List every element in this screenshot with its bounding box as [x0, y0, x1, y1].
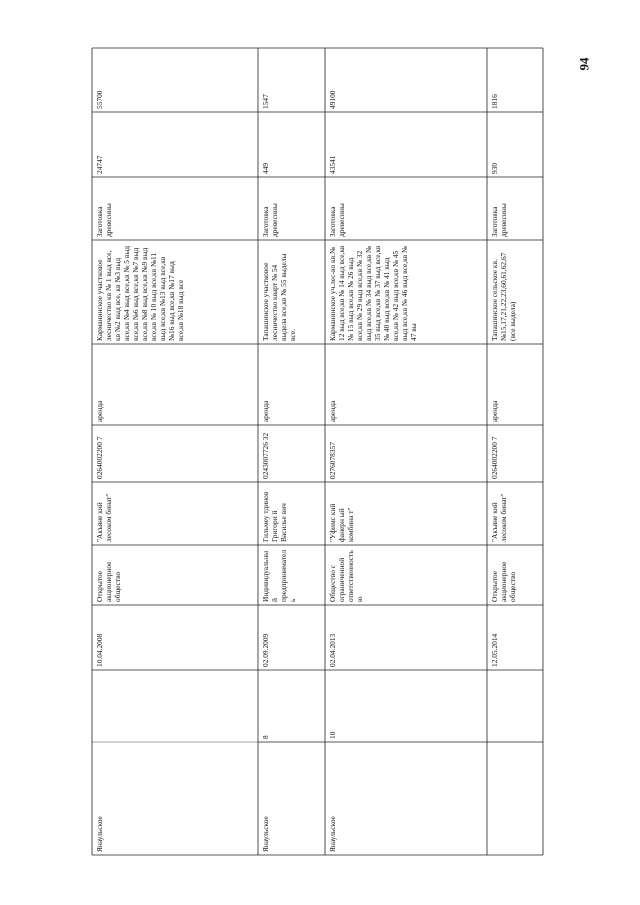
- page-number: 94: [576, 57, 591, 71]
- table-cell-location: [92, 240, 258, 344]
- cell-text: 8: [261, 735, 270, 739]
- table-cell-location: [325, 240, 487, 344]
- cell-text: Открытое акционерное общество: [95, 561, 122, 602]
- cell-text: аренда: [261, 400, 270, 422]
- table-cell-row-no: [487, 670, 543, 742]
- cell-text: 1816: [490, 94, 499, 109]
- table-cell-org-form: [258, 545, 325, 605]
- cell-text: 0264002200 7: [95, 436, 104, 479]
- cell-text: "Уфимс кий фанерн ый комбина т": [328, 503, 355, 542]
- table-cell-use-type: [258, 344, 325, 425]
- table-cell-district: [258, 742, 325, 855]
- table-cell-date: [487, 605, 543, 670]
- cell-text: Янаульское: [95, 816, 104, 852]
- table-cell-location: [487, 240, 543, 344]
- table-cell-purpose: [92, 177, 258, 240]
- table-cell-area: [487, 112, 543, 177]
- table-cell-purpose: [487, 177, 543, 240]
- cell-text: Заготовка древесины: [261, 203, 279, 237]
- cell-text: Гильмеу тдинов Григори й Васильe вич: [261, 491, 288, 542]
- table-cell-volume: [92, 48, 258, 112]
- table-cell-area: [258, 112, 325, 177]
- cell-text: аренда: [95, 400, 104, 422]
- table-cell-name: [325, 482, 487, 545]
- table-cell-org-form: [487, 545, 543, 605]
- cell-text: 1547: [261, 94, 270, 109]
- table-cell-district: [487, 742, 543, 855]
- cell-text: 43541: [328, 155, 337, 174]
- cell-text: Открытое акционерное общество: [490, 561, 517, 602]
- table-cell-purpose: [325, 177, 487, 240]
- cell-text: Заготовка древесины: [328, 203, 346, 237]
- cell-text: 24747: [95, 155, 104, 174]
- cell-text: Карманинское уч.лес-во кв.№ 12 выд все,кв № 14 выд все,кв № 15 выд все,кв № 26 выд все,кв № 29 выд все,кв № 32 выд все,кв № 34 выд все,кв № 35 выд все,кв № 37 выд все,кв № 40 выд все,кв № 41 выд все,кв № 42 выд все,кв № 45 выд все,кв № 46 выд все,кв № 47 вы: [328, 245, 418, 341]
- cell-text: Заготовка древесины: [490, 203, 508, 237]
- cell-text: 55700: [95, 90, 104, 109]
- table-cell-row-no: [325, 670, 487, 742]
- table-cell-inn: [258, 425, 325, 482]
- cell-text: Тапашинское сельское кв.№15,17,21,22,23,60,61,62,67 (все выдела): [490, 252, 517, 341]
- cell-text: 49100: [328, 90, 337, 109]
- cell-text: "Акъяне кий лесоком бинат": [95, 493, 113, 542]
- table-cell-org-form: [92, 545, 258, 605]
- cell-text: 0243007726 32: [261, 432, 270, 479]
- table-cell-date: [325, 605, 487, 670]
- table-cell-district: [325, 742, 487, 855]
- cell-text: 02.04.2013: [328, 633, 337, 667]
- cell-text: 0264002200 7: [490, 436, 499, 479]
- cell-text: [487, 670, 543, 742]
- table-cell-inn: [92, 425, 258, 482]
- cell-text: Индивидуальный предприниматель: [261, 549, 297, 602]
- table-cell-volume: [325, 48, 487, 112]
- table-cell-inn: [487, 425, 543, 482]
- table-cell-volume: [487, 48, 543, 112]
- cell-text: "Акъяне кий лесоком бинат": [490, 493, 508, 542]
- cell-text: Янаульское: [328, 816, 337, 852]
- table-cell-name: [92, 482, 258, 545]
- cell-text: Янаульское: [261, 816, 270, 852]
- cell-text: 02.09.2009: [261, 633, 270, 667]
- cell-text: 930: [490, 162, 499, 174]
- cell-text: 10.04.2008: [95, 633, 104, 667]
- table-cell-volume: [258, 48, 325, 112]
- table-cell-district: [92, 742, 258, 855]
- table-cell-date: [258, 605, 325, 670]
- cell-text: Общество с ограниченной ответственностью: [328, 550, 364, 602]
- cell-text: аренда: [490, 400, 499, 422]
- table-cell-org-form: [325, 545, 487, 605]
- cell-text: 0276078357: [328, 442, 337, 479]
- table-cell-location: [258, 240, 325, 344]
- table-cell-name: [487, 482, 543, 545]
- cell-text: 10: [328, 731, 337, 739]
- table-cell-use-type: [325, 344, 487, 425]
- table-cell-purpose: [258, 177, 325, 240]
- cell-text: 12.05.2014: [490, 633, 499, 667]
- table-cell-inn: [325, 425, 487, 482]
- table-cell-area: [325, 112, 487, 177]
- table-cell-name: [258, 482, 325, 545]
- table-cell-date: [92, 605, 258, 670]
- cell-text: 449: [261, 162, 270, 174]
- table-cell-use-type: [487, 344, 543, 425]
- table-cell-use-type: [92, 344, 258, 425]
- cell-text: [92, 670, 258, 742]
- table-cell-area: [92, 112, 258, 177]
- cell-text: [487, 742, 543, 855]
- cell-text: Карманинское участковое лесничество кв № 1 выд все, кв №2 выд все, кв №3 выд все,кв №4 выд все,кв № 5 выд все,кв №6 выд все,кв №7 выд все,кв №8 выд все,кв №9 выд все,кв № 10 выд все,кв №11 выд все,кв №13 выд все,кв №16 выд все,кв №17 выд все,кв №18 выд все: [95, 245, 185, 341]
- cell-text: Тапашинское участковое лесничество кварт № 54 выдела все,кв № 55 выделы все.: [261, 253, 297, 341]
- table-cell-row-no: [258, 670, 325, 742]
- cell-text: аренда: [328, 400, 337, 422]
- table-cell-row-no: [92, 670, 258, 742]
- cell-text: Заготовка древесины: [95, 203, 113, 237]
